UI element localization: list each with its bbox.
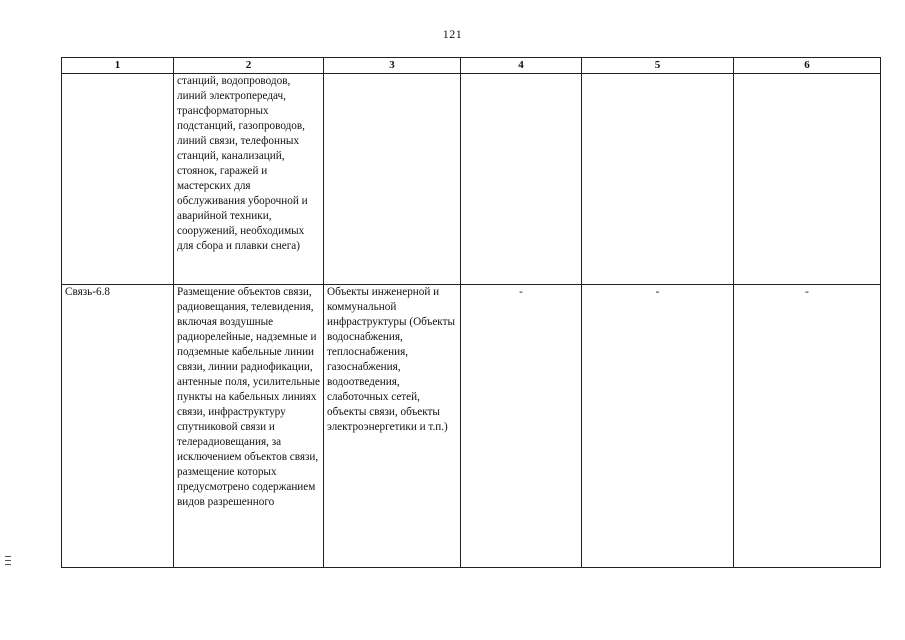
table-cell-col4: - bbox=[461, 285, 582, 568]
table-cell-objects bbox=[324, 285, 461, 568]
table-cell-description bbox=[174, 285, 324, 568]
table-cell-col6 bbox=[734, 74, 881, 285]
table-cell-code bbox=[62, 285, 174, 568]
table-row bbox=[62, 74, 881, 285]
column-header-3: 3 bbox=[324, 58, 461, 74]
column-header-6: 6 bbox=[734, 58, 881, 74]
description-text: Размещение объектов связи, радиовещания, телевидения, включая воздушные радиорелейные, надземные и подземные кабельные линии связи, линии радиофикации, антенные поля, усилительные пункты на кабельных линиях связи, инфраструктуру спутниковой связи и телерадиовещания, за исключением объектов связи, размещение которых предусмотрено содержанием видов разрешенного bbox=[177, 286, 320, 508]
column-header-5: 5 bbox=[582, 58, 734, 74]
land-use-table bbox=[61, 57, 881, 568]
column-header-2: 2 bbox=[174, 58, 324, 74]
description-text: станций, водопроводов, линий электропередач, трансформаторных подстанций, газопроводов, линий связи, телефонных станций, канализаций, стоянок, гаражей и мастерских для обслуживания уборочной и аварийной техники, сооружений, необходимых для сбора и плавки снега) bbox=[177, 75, 308, 252]
table-cell-objects bbox=[324, 74, 461, 285]
table-cell-col4 bbox=[461, 74, 582, 285]
land-use-code: Связь-6.8 bbox=[65, 286, 110, 298]
table-cell-col5: - bbox=[582, 285, 734, 568]
table-cell-code bbox=[62, 74, 174, 285]
table-header-row bbox=[62, 58, 881, 74]
scan-margin-marks bbox=[5, 556, 11, 576]
table-cell-description bbox=[174, 74, 324, 285]
table-cell-col6: - bbox=[734, 285, 881, 568]
objects-text: Объекты инженерной и коммунальной инфраструктуры (Объекты водоснабжения, теплоснабжения, газоснабжения, водоотведения, слаботочных сетей, объекты связи, объекты электроэнергетики и т.п.) bbox=[327, 286, 456, 433]
column-header-1: 1 bbox=[62, 58, 174, 74]
table-cell-col5 bbox=[582, 74, 734, 285]
page-number: 121 bbox=[442, 27, 463, 41]
column-header-4: 4 bbox=[461, 58, 582, 74]
table-row bbox=[62, 285, 881, 568]
